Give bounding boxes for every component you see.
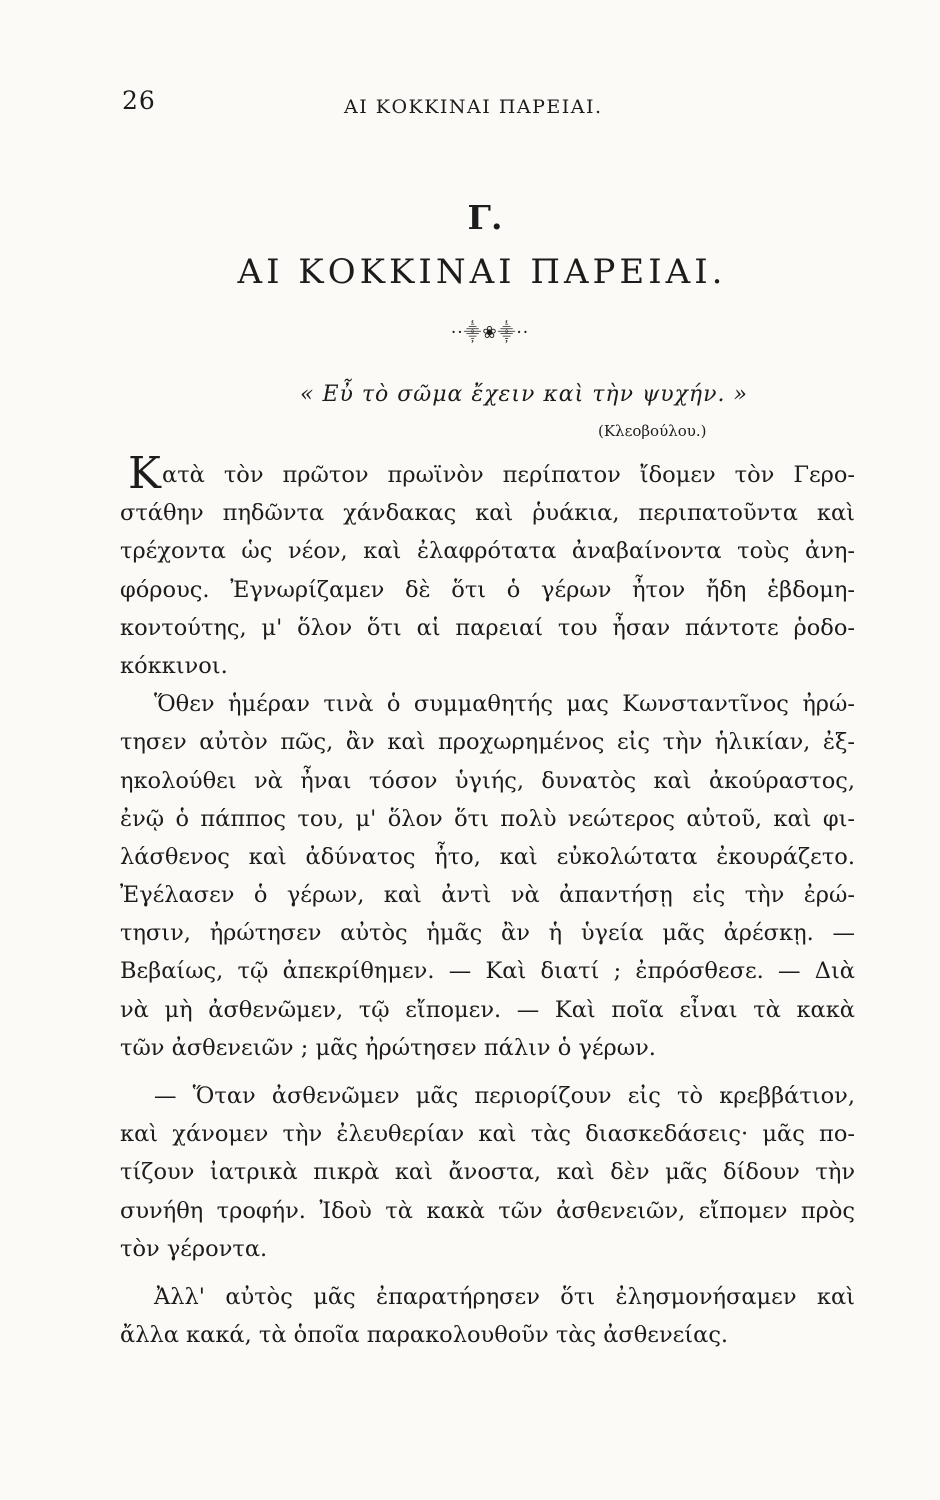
running-head: ΑΙ ΚΟΚΚΙΝΑΙ ΠΑΡΕΙΑΙ. — [344, 96, 603, 118]
body-text — [120, 456, 855, 1354]
drop-cap: Κ — [128, 448, 161, 499]
text-line: λάσθενος καὶ ἀδύνατος ἦτο, καὶ εὐκολώτατα ἐκουράζετο. — [120, 843, 855, 870]
text-line: Βεβαίως, τῷ ἀπεκρίθημεν. — Καὶ διατί ; ἐπρόσθεσε. — Διὰ — [120, 958, 855, 985]
text-line: τίζουν ἰατρικὰ πικρὰ καὶ ἄνοστα, καὶ δὲν μᾶς δίδουν τὴν — [120, 1159, 855, 1186]
epigraph-source: (Κλεοβούλου.) — [598, 422, 707, 440]
paragraph-gap — [120, 1067, 855, 1077]
text-line: τῶν ἀσθενειῶν ; μᾶς ἠρώτησεν πάλιν ὁ γέρων. — [120, 1034, 656, 1061]
text-line: ηκολούθει νὰ ἦναι τόσον ὑγιής, δυνατὸς καὶ ἀκούραστος, — [120, 767, 855, 794]
text-line: τρέχοντα ὡς νέον, καὶ ἐλαφρότατα ἀναβαίνοντα τοὺς ἀνη- — [120, 538, 855, 565]
text-line: καὶ χάνομεν τὴν ἐλευθερίαν καὶ τὰς διασκεδάσεις· μᾶς πο- — [120, 1121, 855, 1148]
page-number: 26 — [122, 86, 156, 115]
text-line: ατὰ τὸν πρῶτον πρωϊνὸν περίπατον ἴδομεν τὸν Γερο- — [162, 462, 855, 488]
paragraph — [120, 685, 855, 1067]
text-line: νὰ μὴ ἀσθενῶμεν, τῷ εἴπομεν. — Καὶ ποῖα εἶναι τὰ κακὰ — [120, 996, 855, 1023]
epigraph-quote: « Εὖ τὸ σῶμα ἔχειν καὶ τὴν ψυχήν. » — [300, 382, 748, 407]
chapter-title: ΑΙ ΚΟΚΚΙΝΑΙ ΠΑΡΕΙΑΙ. — [237, 252, 727, 292]
text-line: φόρους. Ἐγνωρίζαμεν δὲ ὅτι ὁ γέρων ἦτον ἤδη ἑβδομη- — [120, 576, 855, 603]
chapter-number: Γ. — [467, 198, 503, 237]
text-line: τὸν γέροντα. — [120, 1235, 268, 1262]
text-line: ἄλλα κακά, τὰ ὁποῖα παρακολουθοῦν τὰς ἀσθενείας. — [120, 1322, 729, 1349]
text-line: συνήθη τροφήν. Ἰδοὺ τὰ κακὰ τῶν ἀσθενειῶν, εἴπομεν πρὸς — [120, 1197, 855, 1224]
text-line: στάθην πηδῶντα χάνδακας καὶ ῥυάκια, περιπατοῦντα καὶ — [120, 500, 855, 527]
paragraph-gap — [120, 1268, 855, 1278]
ornament-divider: ··⸎❀⸎·· — [450, 323, 530, 343]
paragraph — [120, 1278, 855, 1354]
text-line: — Ὅταν ἀσθενῶμεν μᾶς περιορίζουν εἰς τὸ κρεββάτιον, — [154, 1083, 855, 1109]
text-line: Ἀλλ' αὐτὸς μᾶς ἐπαρατήρησεν ὅτι ἐλησμονήσαμεν καὶ — [154, 1283, 855, 1310]
text-line: Ἐγέλασεν ὁ γέρων, καὶ ἀντὶ νὰ ἀπαντήσῃ εἰς τὴν ἐρώ- — [120, 882, 855, 909]
text-line: ἐνῷ ὁ πάππος του, μ' ὅλον ὅτι πολὺ νεώτερος αὐτοῦ, καὶ φι- — [120, 805, 855, 832]
text-line: τησιν, ἠρώτησεν αὐτὸς ἡμᾶς ἂν ἡ ὑγεία μᾶς ἀρέσκῃ. — — [120, 920, 855, 947]
text-line: κοντούτης, μ' ὅλον ὅτι αἱ παρειαί του ἦσαν πάντοτε ῥοδο- — [120, 614, 855, 641]
paragraph — [120, 456, 855, 685]
paragraph — [120, 1077, 855, 1268]
text-line: κόκκινοι. — [120, 652, 228, 679]
text-line: τησεν αὐτὸν πῶς, ἂν καὶ προχωρημένος εἰς τὴν ἡλικίαν, ἐξ- — [120, 729, 855, 756]
text-line: Ὅθεν ἡμέραν τινὰ ὁ συμμαθητής μας Κωνσταντῖνος ἠρώ- — [154, 691, 855, 718]
